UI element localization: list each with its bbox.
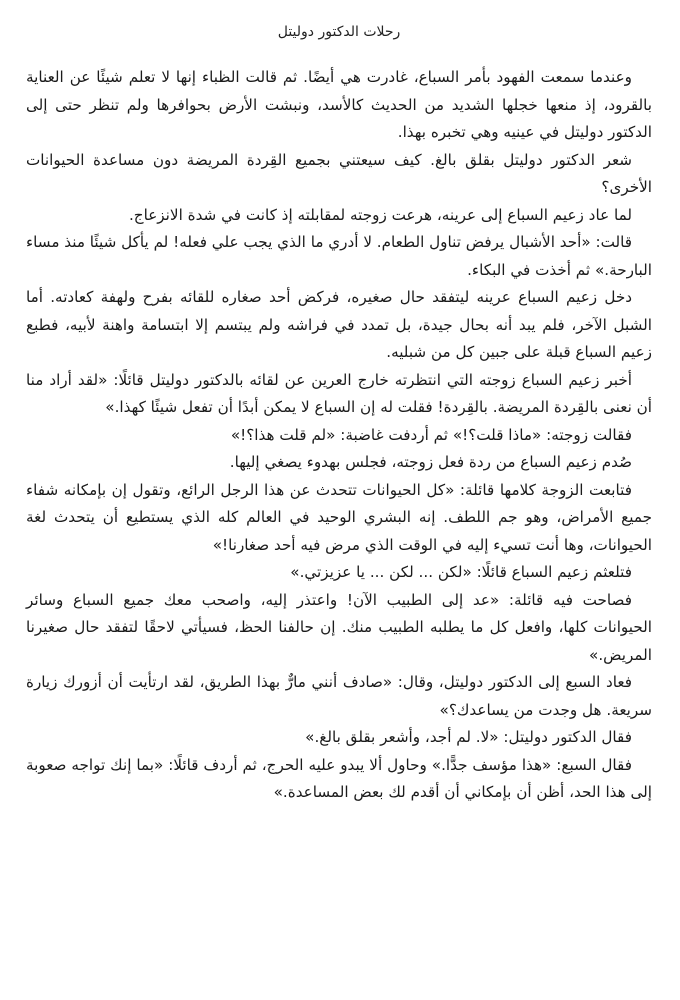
paragraph: وعندما سمعت الفهود بأمر السباع، غادرت هي أيضًا. ثم قالت الظباء إنها لا تعلم شيئًا عن العناية بالقرود، إذ منعها خجلها الشديد من الحديث كالأسد، ونبشت الأرض بحوافرها ولم تنظر حتى إلى الدكتور دوليتل في عينيه وهي تخبره بهذا. <box>26 68 652 141</box>
paragraph: دخل زعيم السباع عرينه ليتفقد حال صغيره، فركض أحد صغاره للقائه بفرح ولهفة كعادته. أما الشبل الآخر، فلم يبد أنه بحال جيدة، بل تمدد في فراشه ولم يبتسم إلا ابتسامة واهنة لأبيه، فطبع زعيم السباع قبلة على جبين كل من شبليه. <box>26 288 652 361</box>
paragraph: فصاحت فيه قائلة: «عد إلى الطبيب الآن! واعتذر إليه، واصحب معك جميع السباع وسائر الحيوانات كلها، وافعل كل ما يطلبه الطبيب منك. إن حالفنا الحظ، فسيأتي لاحقًا لتفقد حال صغيرنا المريض.» <box>26 590 652 664</box>
paragraph: شعر الدكتور دوليتل بقلق بالغ. كيف سيعتني بجميع القِردة المريضة دون مساعدة الحيوانات الأخرى؟ <box>26 150 652 196</box>
paragraph: فتلعثم زعيم السباع قائلًا: «لكن ... لكن ... يا عزيزتي.» <box>290 563 632 581</box>
running-header: رحلات الدكتور دوليتل <box>277 24 401 40</box>
paragraph: أخبر زعيم السباع زوجته التي انتظرته خارج العرين عن لقائه بالدكتور دوليتل قائلًا: «لقد أراد منا أن نعنى بالقِردة المريضة. بالقِردة! فقلت له إن السباع لا يمكن أبدًا أن تفعل شيئًا كهذا.» <box>26 370 652 416</box>
paragraph: لما عاد زعيم السباع إلى عرينه، هرعت زوجته لمقابلته إذ كانت في شدة الانزعاج. <box>128 205 632 224</box>
paragraph: فتابعت الزوجة كلامها قائلة: «كل الحيوانات تتحدث عن هذا الرجل الرائع، وتقول إن بإمكانه شفاء جميع الأمراض، وهو جم اللطف. إنه البشري الوحيد في العالم كله الذي يستطيع أن يتحدث لغة الحيوانات، وها أنت تسيء إليه في الوقت الذي مرض فيه أحد صغارنا!» <box>26 480 652 554</box>
paragraph: فعاد السبع إلى الدكتور دوليتل، وقال: «صادف أنني مارٌّ بهذا الطريق، لقد ارتأيت أن أزورك زيارة سريعة. هل وجدت من يساعدك؟» <box>26 673 652 719</box>
paragraph: فقال الدكتور دوليتل: «لا. لم أجد، وأشعر بقلق بالغ.» <box>305 728 632 746</box>
paragraph: قالت: «أحد الأشبال يرفض تناول الطعام. لا أدري ما الذي يجب علي فعله! لم يأكل شيئًا منذ مساء البارحة.» ثم أخذت في البكاء. <box>26 233 652 279</box>
paragraph: فقال السبع: «هذا مؤسف جدًّا.» وحاول ألا يبدو عليه الحرج، ثم أردف قائلًا: «بما إنك تواجه صعوبة إلى هذا الحد، أظن أن بإمكاني أن أقدم لك بعض المساعدة.» <box>26 755 652 801</box>
paragraph: صُدم زعيم السباع من ردة فعل زوجته، فجلس بهدوء يصغي إليها. <box>229 453 632 471</box>
paragraph: فقالت زوجته: «ماذا قلت؟!» ثم أردفت غاضبة: «لم قلت هذا؟!» <box>230 425 632 444</box>
body-text <box>26 64 652 807</box>
